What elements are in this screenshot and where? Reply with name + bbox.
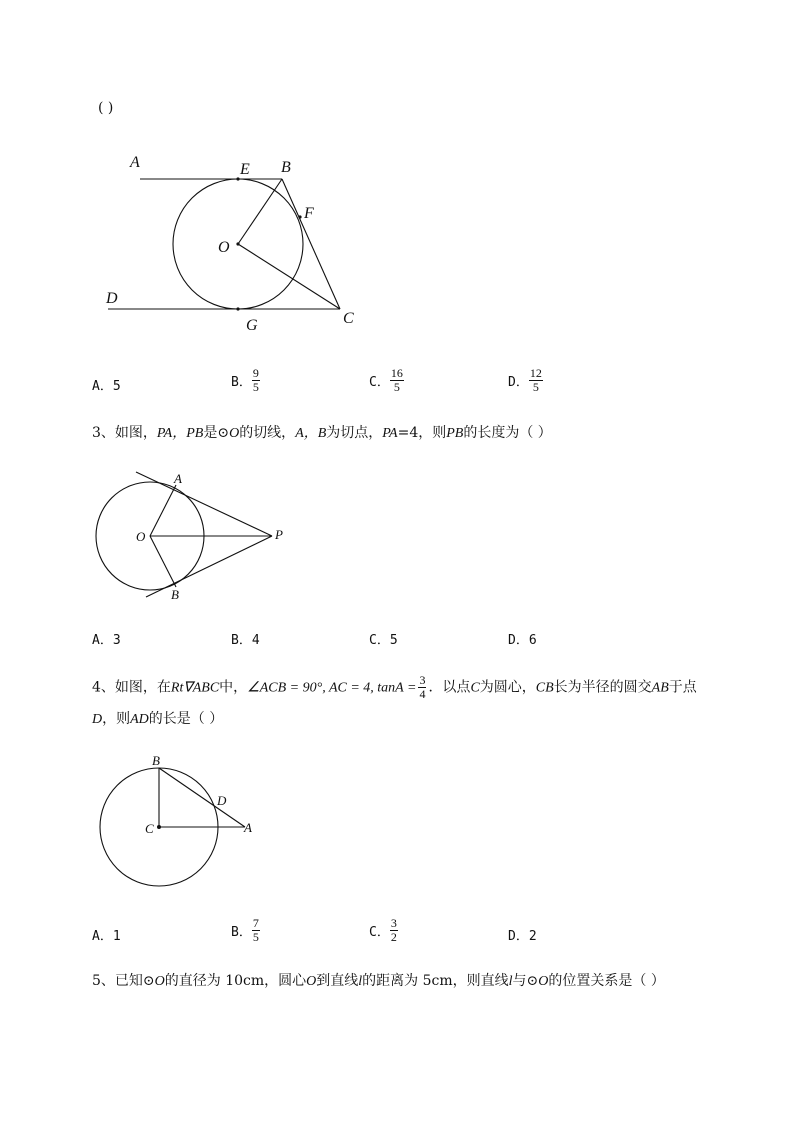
- q2-answer-paren: ( ): [98, 100, 114, 116]
- q4-option-d[interactable]: D．2: [508, 929, 537, 944]
- q2-label-d: D: [106, 290, 118, 307]
- q2-option-b[interactable]: B． $\frac{9}{5}$: [231, 366, 259, 394]
- q2-label-b: B: [281, 159, 291, 176]
- q4-label-a: A: [244, 820, 252, 835]
- q3-option-c[interactable]: C．5: [369, 633, 398, 648]
- q3-option-a[interactable]: A．3: [92, 633, 121, 648]
- q3-label-p: P: [275, 527, 283, 542]
- q4-stem-line1: 4、如图，在Rt∇ABC中，∠ACB = 90°, AC = 4, tanA = $\frac{3}{4}$ ．以点C为圆心，CB长为半径的圆交AB于点: [92, 673, 697, 701]
- q2-label-a: A: [130, 154, 140, 171]
- q2-option-a[interactable]: A．5: [92, 379, 121, 394]
- q3-option-b[interactable]: B．4: [231, 633, 260, 648]
- q4-line-ba: [159, 768, 245, 827]
- q2-label-f: F: [304, 205, 314, 222]
- q2-option-b-fraction: $\frac{9}{5}$: [252, 366, 259, 394]
- q4-label-b: B: [152, 753, 160, 768]
- q4-point-c: [157, 825, 161, 829]
- q3-label-b: B: [171, 587, 179, 602]
- q4-option-a[interactable]: A．1: [92, 929, 121, 944]
- q4-option-b-fraction: $\frac{7}{5}$: [252, 916, 259, 944]
- q3-label-a: A: [174, 471, 182, 486]
- q2-label-e: E: [240, 161, 250, 178]
- q4-tan-fraction: $\frac{3}{4}$: [419, 673, 426, 701]
- q3-label-o: O: [136, 529, 146, 544]
- q2-option-d-fraction: $\frac{12}{5}$: [529, 366, 542, 394]
- q2-option-c[interactable]: C． $\frac{16}{5}$: [369, 366, 403, 394]
- q4-option-c[interactable]: C． $\frac{3}{2}$: [369, 916, 397, 944]
- q4-option-c-fraction: $\frac{3}{2}$: [390, 916, 397, 944]
- q4-stem-line2: D，则AD的长是（ ）: [92, 711, 224, 727]
- q2-option-d[interactable]: D． $\frac{12}{5}$: [508, 366, 542, 394]
- q2-label-c: C: [343, 310, 354, 327]
- q5-stem: 5、已知⊙O的直径为 10cm，圆心O到直线l的距离为 5cm，则直线l与⊙O的位置关系是（ ）: [92, 973, 665, 989]
- q2-label-g: G: [246, 317, 258, 334]
- q4-option-b[interactable]: B． $\frac{7}{5}$: [231, 916, 259, 944]
- q3-stem: 3、如图，PA，PB是⊙O的切线，A，B为切点，PA=4，则PB的长度为（ ）: [92, 425, 552, 441]
- q4-label-c: C: [145, 821, 154, 836]
- q2-label-o: O: [218, 239, 230, 256]
- q3-option-d[interactable]: D．6: [508, 633, 537, 648]
- q2-option-c-fraction: $\frac{16}{5}$: [390, 366, 403, 394]
- q4-label-d: D: [217, 793, 227, 808]
